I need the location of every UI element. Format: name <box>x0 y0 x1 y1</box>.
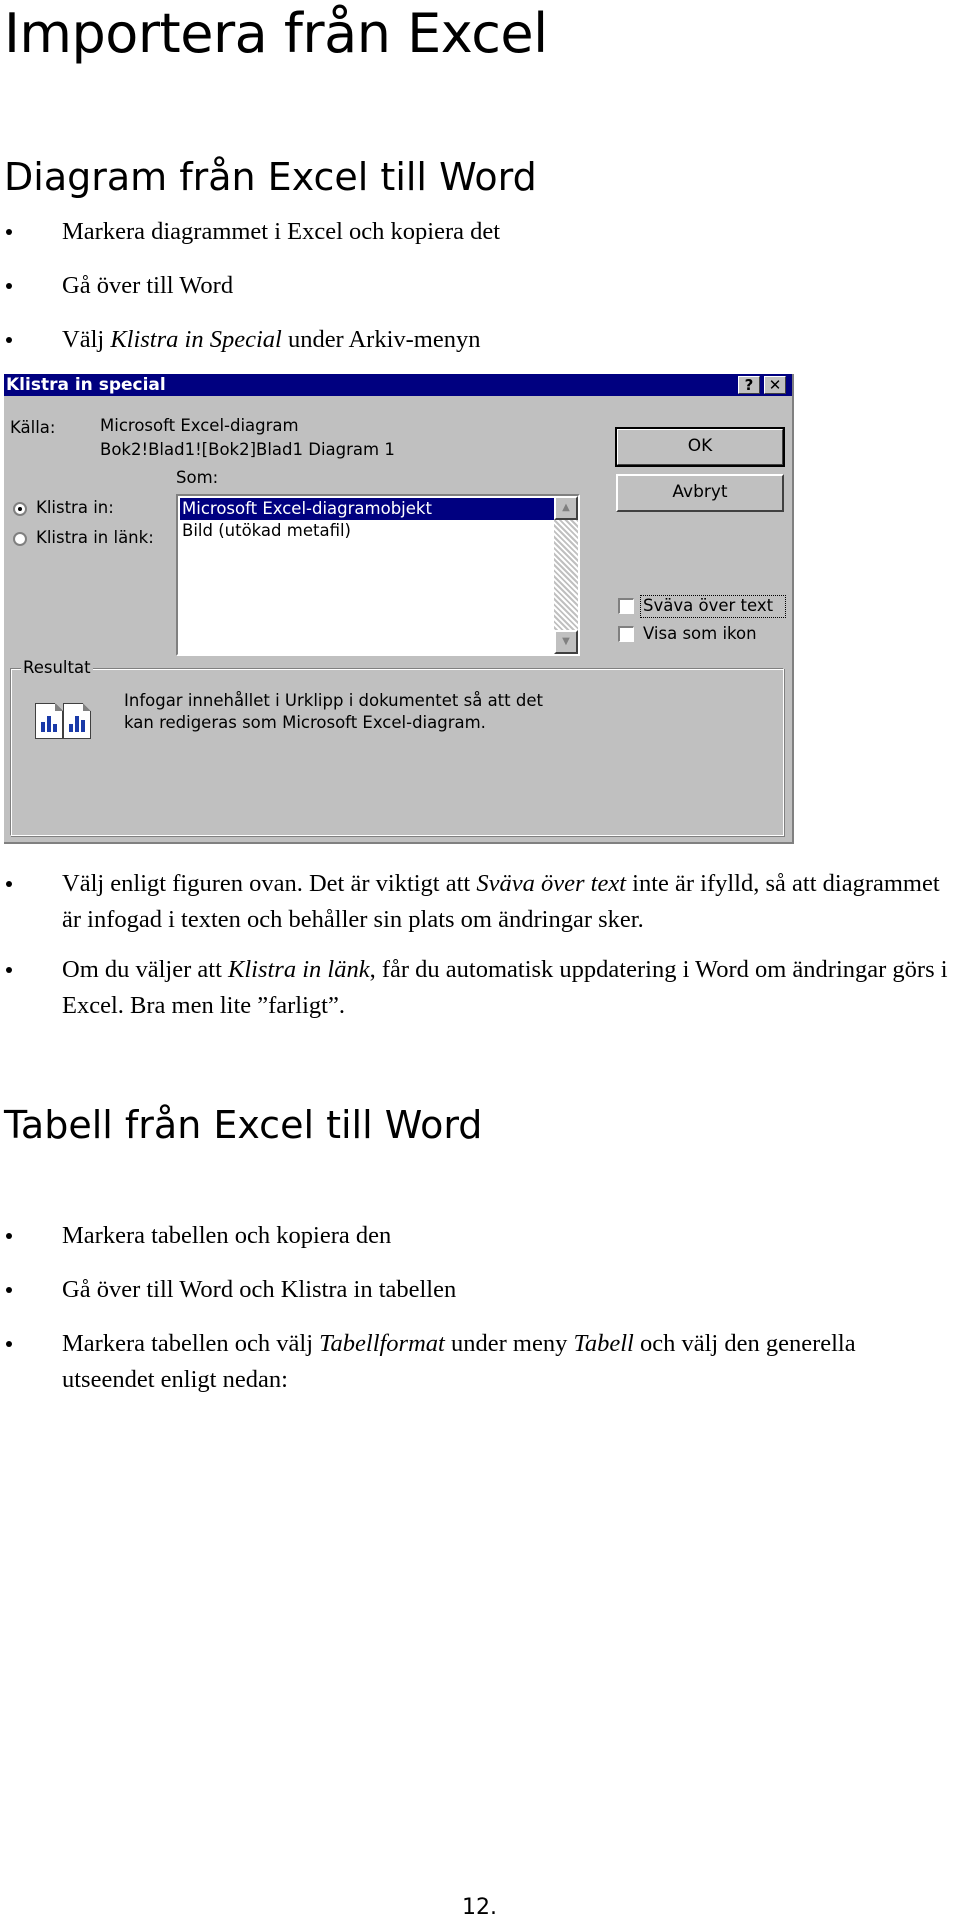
emphasized-text: Klistra in länk <box>228 956 370 983</box>
result-description-line1: Infogar innehållet i Urklipp i dokumentet så att det <box>124 691 543 710</box>
dialog-titlebar <box>4 374 792 396</box>
result-groupbox <box>10 658 784 836</box>
bullet-icon <box>6 1287 12 1293</box>
bullet-icon <box>6 881 12 887</box>
document-chart-icon <box>63 703 91 739</box>
help-button[interactable]: ? <box>738 376 760 394</box>
page-title: Importera från Excel <box>4 2 548 65</box>
bullet-icon <box>6 229 12 235</box>
list-item-text: Gå över till Word <box>62 272 234 299</box>
list-item <box>0 1326 950 1398</box>
list-item-text: Om du väljer att <box>62 956 229 983</box>
list-item <box>0 268 950 304</box>
close-icon[interactable]: ✕ <box>764 376 786 394</box>
list-item <box>0 866 950 938</box>
list-item <box>0 1272 950 1308</box>
radio-selected-dot <box>18 507 22 511</box>
paste-as-listbox[interactable] <box>176 494 580 656</box>
emphasized-text: Tabellformat <box>319 1330 445 1357</box>
source-type: Microsoft Excel-diagram <box>100 416 299 435</box>
chart-bars-icon <box>41 716 57 732</box>
document-chart-icon <box>35 703 63 739</box>
page-number: 12. <box>462 1895 497 1920</box>
scroll-up-icon[interactable]: ▲ <box>554 496 578 520</box>
list-item <box>0 1218 950 1254</box>
emphasized-text: Klistra in Special <box>110 326 282 353</box>
result-label: Resultat <box>23 658 91 677</box>
bullet-icon <box>6 1233 12 1239</box>
bullet-list-table-steps <box>0 1218 950 1398</box>
bullet-icon <box>6 283 12 289</box>
float-over-text-checkbox[interactable] <box>618 598 634 614</box>
list-item <box>0 322 950 358</box>
scroll-down-icon[interactable]: ▼ <box>554 630 578 654</box>
list-option-picture-enhanced-metafile[interactable]: Bild (utökad metafil) <box>182 521 351 540</box>
source-label: Källa: <box>10 418 56 437</box>
chart-bars-icon <box>69 716 85 732</box>
list-item-text: , får du automatisk uppdatering i Word om ändringar görs i Excel. Bra men lite ”farligt”. <box>62 956 948 1019</box>
list-item <box>0 952 950 1024</box>
paste-radio[interactable] <box>13 502 27 516</box>
list-item-text: Markera tabellen och kopiera den <box>62 1222 392 1249</box>
paste-special-dialog <box>4 374 794 844</box>
list-item-text: Markera tabellen och välj <box>62 1330 320 1357</box>
section-heading-diagram: Diagram från Excel till Word <box>4 155 537 199</box>
result-description-line2: kan redigeras som Microsoft Excel-diagram. <box>124 713 486 732</box>
dialog-title: Klistra in special <box>6 375 166 395</box>
display-as-icon-checkbox[interactable] <box>618 626 634 642</box>
list-item-text: Gå över till Word och Klistra in tabellen <box>62 1276 457 1303</box>
paste-link-radio[interactable] <box>13 532 27 546</box>
as-label: Som: <box>176 468 219 487</box>
list-option-excel-chart-object[interactable]: Microsoft Excel-diagramobjekt <box>180 498 554 520</box>
list-item-text: Markera diagrammet i Excel och kopiera det <box>62 218 501 245</box>
list-item-text: under meny <box>444 1330 574 1357</box>
list-item-text: Välj enligt figuren ovan. Det är viktigt att <box>62 870 477 897</box>
list-item-text: Välj <box>62 326 111 353</box>
list-item-text: under Arkiv-menyn <box>281 326 481 353</box>
bullet-icon <box>6 337 12 343</box>
section-heading-table: Tabell från Excel till Word <box>4 1103 483 1147</box>
display-as-icon-label[interactable]: Visa som ikon <box>643 624 757 643</box>
list-item <box>0 214 950 250</box>
listbox-scrollbar[interactable] <box>554 496 578 654</box>
cancel-button[interactable]: Avbryt <box>616 474 784 512</box>
emphasized-text: Sväva över text <box>476 870 627 897</box>
list-item-text: och välj den generella utseendet enligt nedan: <box>62 1330 856 1393</box>
float-over-text-label[interactable]: Sväva över text <box>643 596 774 615</box>
bullet-list-diagram-steps <box>0 214 950 358</box>
emphasized-text: Tabell <box>573 1330 634 1357</box>
list-item-text: inte är ifylld, så att diagrammet är infogad i texten och behåller sin plats om ändringar sker. <box>62 870 940 933</box>
bullet-list-diagram-notes <box>0 866 950 1024</box>
bullet-icon <box>6 1341 12 1347</box>
paste-radio-label[interactable]: Klistra in: <box>36 498 114 517</box>
source-reference: Bok2!Blad1![Bok2]Blad1 Diagram 1 <box>100 440 395 459</box>
paste-link-radio-label[interactable]: Klistra in länk: <box>36 528 154 547</box>
bullet-icon <box>6 967 12 973</box>
ok-button[interactable]: OK <box>616 428 784 466</box>
